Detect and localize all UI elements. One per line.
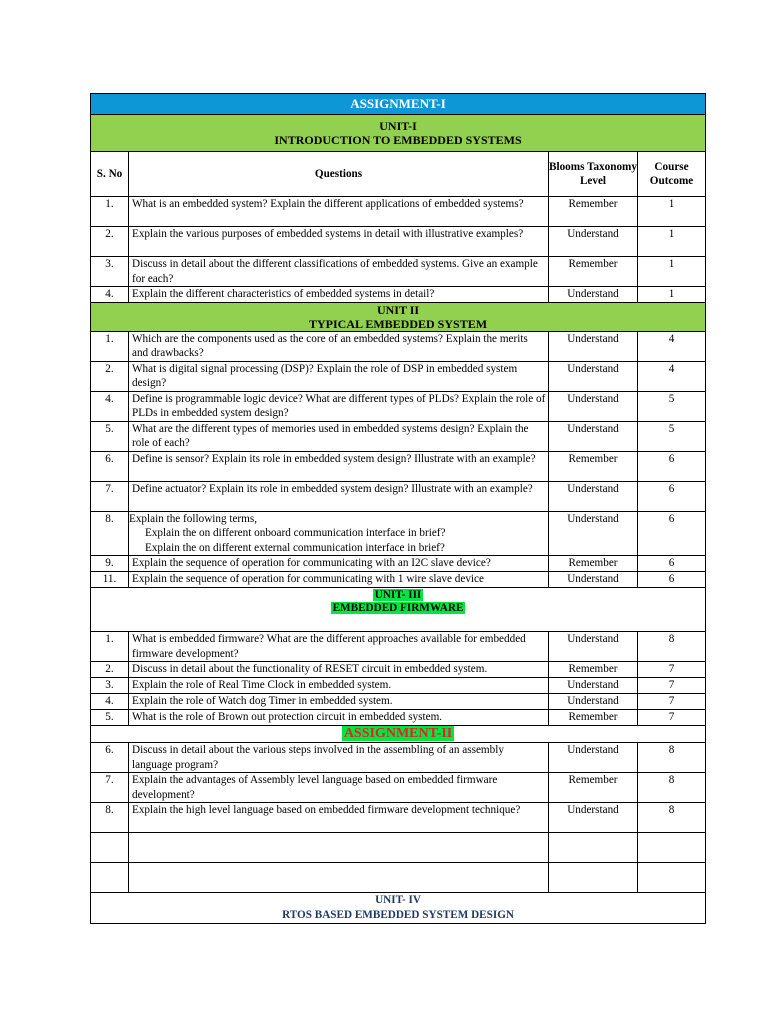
row-question: Discuss in detail about the functionality of RESET circuit in embedded system.: [129, 662, 549, 678]
row-outcome: 1: [638, 257, 706, 287]
unit3-row: [91, 662, 706, 678]
row-outcome: 8: [638, 632, 706, 662]
row-sno: 8.: [91, 803, 129, 833]
row-blooms: Understand: [549, 287, 638, 303]
empty-cell: [549, 833, 638, 863]
unit2-row: [91, 391, 706, 421]
row-question: Explain the role of Watch dog Timer in embedded system.: [129, 694, 549, 710]
unit2-row: [91, 421, 706, 451]
empty-cell: [129, 863, 549, 893]
row-blooms: Remember: [549, 773, 638, 803]
header-questions: Questions: [129, 152, 549, 197]
row-question: What is digital signal processing (DSP)? Explain the role of DSP in embedded system design?: [129, 361, 549, 391]
header-blooms: Blooms Taxonomy Level: [549, 152, 638, 197]
row-blooms: Remember: [549, 197, 638, 227]
empty-cell: [129, 833, 549, 863]
row-outcome: 1: [638, 197, 706, 227]
row-blooms: Understand: [549, 421, 638, 451]
row-blooms: Remember: [549, 710, 638, 726]
row-sno: 2.: [91, 361, 129, 391]
row-outcome: 7: [638, 678, 706, 694]
row-sno: 3.: [91, 257, 129, 287]
row-outcome: 8: [638, 743, 706, 773]
row-outcome: 6: [638, 556, 706, 572]
unit3-heading: [91, 588, 706, 632]
row-blooms: Remember: [549, 257, 638, 287]
unit1-row: [91, 227, 706, 257]
row-blooms: Remember: [549, 451, 638, 481]
row-outcome: 6: [638, 572, 706, 588]
row-blooms: Understand: [549, 743, 638, 773]
assign2-row: [91, 803, 706, 833]
row-blooms: Understand: [549, 803, 638, 833]
unit1-row: [91, 197, 706, 227]
row-question: Discuss in detail about the different classifications of embedded systems. Give an example for each?: [129, 257, 549, 287]
row-question: Which are the components used as the core of an embedded systems? Explain the merits and drawbacks?: [129, 331, 549, 361]
row-blooms: Understand: [549, 511, 638, 556]
row-blooms: Understand: [549, 678, 638, 694]
unit2-subtitle: TYPICAL EMBEDDED SYSTEM: [309, 316, 488, 331]
assignment2-title: ASSIGNMENT-II: [343, 726, 453, 741]
row-blooms: Understand: [549, 391, 638, 421]
table-header-row: [91, 152, 706, 197]
row-sno: 4.: [91, 391, 129, 421]
row-outcome: 7: [638, 694, 706, 710]
row-sno: 3.: [91, 678, 129, 694]
row-outcome: 4: [638, 331, 706, 361]
row-blooms: Understand: [549, 694, 638, 710]
row-sno: 11.: [91, 572, 129, 588]
row-sno: 5.: [91, 421, 129, 451]
header-sno: S. No: [91, 152, 129, 197]
unit2-row: [91, 451, 706, 481]
row-question: Define is sensor? Explain its role in embedded system design? Illustrate with an example?: [129, 451, 549, 481]
assignment2-band-row: [91, 726, 706, 743]
unit2-row: [91, 481, 706, 511]
row-sno: 2.: [91, 227, 129, 257]
empty-row: [91, 833, 706, 863]
row-sno: 8.: [91, 511, 129, 556]
row-blooms: Understand: [549, 572, 638, 588]
row-blooms: Understand: [549, 481, 638, 511]
unit3-row: [91, 694, 706, 710]
row-sno: 9.: [91, 556, 129, 572]
row-outcome: 6: [638, 481, 706, 511]
row-sno: 1.: [91, 197, 129, 227]
assign2-row: [91, 773, 706, 803]
row-question: What is an embedded system? Explain the different applications of embedded systems?: [129, 197, 549, 227]
row-blooms: Understand: [549, 632, 638, 662]
row-question: Explain the different characteristics of embedded systems in detail?: [129, 287, 549, 303]
assignment1-title: ASSIGNMENT-I: [91, 94, 706, 115]
row-question: Explain the role of Real Time Clock in embedded system.: [129, 678, 549, 694]
row-outcome: 4: [638, 361, 706, 391]
unit1-subtitle: INTRODUCTION TO EMBEDDED SYSTEMS: [274, 133, 522, 147]
row-outcome: 7: [638, 710, 706, 726]
row-blooms: Remember: [549, 556, 638, 572]
assign2-row: [91, 743, 706, 773]
row-outcome: 7: [638, 662, 706, 678]
row-question: Explain the advantages of Assembly level language based on embedded firmware development?: [129, 773, 549, 803]
row-sno: 7.: [91, 481, 129, 511]
row-question-intro: Explain the following terms,: [129, 512, 258, 525]
unit1-row: [91, 257, 706, 287]
empty-row: [91, 863, 706, 893]
row-sno: 4.: [91, 694, 129, 710]
row-question: Define is programmable logic device? What are different types of PLDs? Explain the role of PLDs in embedded system design?: [129, 391, 549, 421]
row-outcome: 1: [638, 227, 706, 257]
unit3-row: [91, 678, 706, 694]
unit3-subtitle: EMBEDDED FIRMWARE: [332, 602, 464, 614]
empty-cell: [91, 833, 129, 863]
assignment-question-table: [90, 93, 706, 924]
row-blooms: Understand: [549, 227, 638, 257]
unit2-row: [91, 361, 706, 391]
row-outcome: 6: [638, 451, 706, 481]
unit1-heading: [91, 115, 706, 152]
assignment2-heading: [91, 726, 706, 743]
row-outcome: 1: [638, 287, 706, 303]
row-outcome: 5: [638, 421, 706, 451]
row-blooms: Remember: [549, 662, 638, 678]
row-sno: 1.: [91, 632, 129, 662]
row-question: Explain the sequence of operation for communicating with 1 wire slave device: [129, 572, 549, 588]
empty-cell: [638, 863, 706, 893]
unit3-band-row: [91, 588, 706, 632]
row-question: Define actuator? Explain its role in embedded system design? Illustrate with an example?: [129, 481, 549, 511]
row-outcome: 6: [638, 511, 706, 556]
row-question: What is embedded firmware? What are the different approaches available for embedded firmware development?: [129, 632, 549, 662]
row-question: Explain the various purposes of embedded systems in detail with illustrative examples?: [129, 227, 549, 257]
unit2-heading: [91, 302, 706, 331]
assignment1-band-row: [91, 94, 706, 115]
row-question: [129, 511, 549, 556]
unit2-band-row: [91, 302, 706, 331]
row-question-subterm: Explain the on different external communication interface in brief?: [145, 541, 445, 554]
row-question: What is the role of Brown out protection circuit in embedded system.: [129, 710, 549, 726]
unit1-row: [91, 287, 706, 303]
row-question: Explain the sequence of operation for communicating with an I2C slave device?: [129, 556, 549, 572]
empty-cell: [638, 833, 706, 863]
unit3-row: [91, 710, 706, 726]
unit3-row: [91, 632, 706, 662]
row-sno: 5.: [91, 710, 129, 726]
unit2-row: [91, 511, 706, 556]
row-sno: 6.: [91, 743, 129, 773]
empty-cell: [549, 863, 638, 893]
row-question: Discuss in detail about the various steps involved in the assembling of an assembly language program?: [129, 743, 549, 773]
row-sno: 1.: [91, 331, 129, 361]
unit2-title: UNIT II: [376, 302, 420, 317]
unit2-row: [91, 572, 706, 588]
row-outcome: 8: [638, 803, 706, 833]
row-blooms: Understand: [549, 331, 638, 361]
unit3-title: UNIT- III: [374, 589, 422, 601]
row-question: What are the different types of memories used in embedded systems design? Explain the role of each?: [129, 421, 549, 451]
row-outcome: 8: [638, 773, 706, 803]
row-sno: 4.: [91, 287, 129, 303]
row-sno: 6.: [91, 451, 129, 481]
unit1-band-row: [91, 115, 706, 152]
row-sno: 7.: [91, 773, 129, 803]
unit4-heading: [91, 893, 706, 924]
unit4-subtitle: RTOS BASED EMBEDDED SYSTEM DESIGN: [282, 908, 514, 921]
row-outcome: 5: [638, 391, 706, 421]
unit4-title: UNIT- IV: [375, 894, 421, 906]
header-outcome: Course Outcome: [638, 152, 706, 197]
row-blooms: Understand: [549, 361, 638, 391]
empty-cell: [91, 863, 129, 893]
row-question-subterm: Explain the on different onboard communication interface in brief?: [145, 527, 446, 539]
row-sno: 2.: [91, 662, 129, 678]
unit4-band-row: [91, 893, 706, 924]
row-question: Explain the high level language based on embedded firmware development technique?: [129, 803, 549, 833]
unit1-title: UNIT-I: [379, 119, 417, 133]
unit2-row: [91, 556, 706, 572]
unit2-row: [91, 331, 706, 361]
